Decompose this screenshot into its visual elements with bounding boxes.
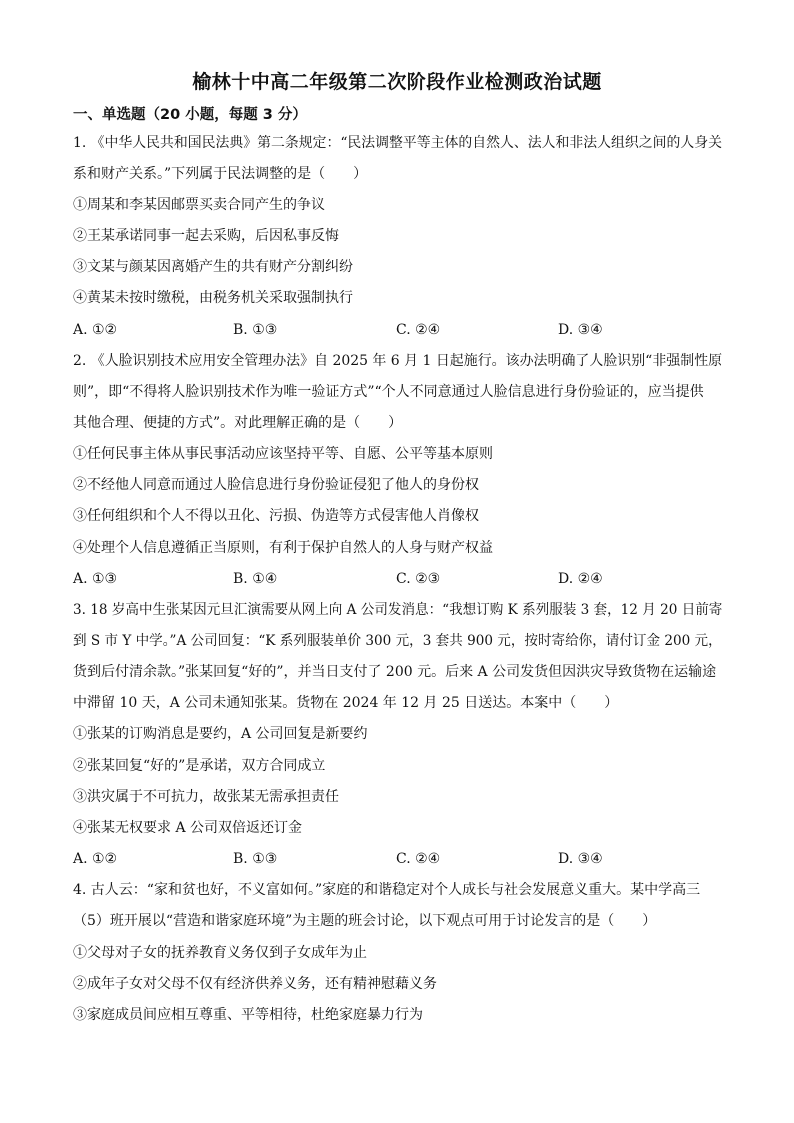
question-4-statement-2: ②成年子女对父母不仅有经济供养义务，还有精神慰藉义务	[73, 976, 437, 992]
question-2-option-a: A. ①③	[73, 571, 118, 587]
question-2-option-d: D. ②④	[558, 571, 603, 587]
question-2-statement-4: ④处理个人信息遵循正当原则，有利于保护自然人的人身与财产权益	[73, 540, 493, 556]
question-3-option-d: D. ③④	[558, 851, 603, 867]
question-1-option-b: B. ①③	[233, 322, 278, 338]
question-1-statement-1: ①周某和李某因邮票买卖合同产生的争议	[73, 197, 325, 213]
question-3-statement-2: ②张某回复“好的”是承诺，双方合同成立	[73, 758, 326, 774]
question-1-option-d: D. ③④	[558, 322, 603, 338]
section-heading: 一、单选题（20 小题，每题 3 分）	[73, 107, 307, 123]
question-1-statement-3: ③文某与颜某因离婚产生的共有财产分割纠纷	[73, 259, 353, 275]
question-2-statement-2: ②不经他人同意而通过人脸信息进行身份验证侵犯了他人的身份权	[73, 477, 479, 493]
question-3-line-3: 货到后付清余款。”张某回复“好的”，并当日支付了 200 元。后来 A 公司发货但因洪灾导致货物在运输途	[73, 664, 717, 680]
question-2-line-1: 2. 《人脸识别技术应用安全管理办法》自 2025 年 6 月 1 日起施行。该办法明确了人脸识别“非强制性原	[73, 353, 723, 369]
page-title: 榆林十中高二年级第二次阶段作业检测政治试题	[192, 71, 602, 93]
question-2-line-2: 则”，即“不得将人脸识别技术作为唯一验证方式”“个人不同意通过人脸信息进行身份验证的，应当提供	[73, 384, 704, 400]
question-4-statement-1: ①父母对子女的抚养教育义务仅到子女成年为止	[73, 945, 367, 961]
question-1-line-1: 1. 《中华人民共和国民法典》第二条规定：“民法调整平等主体的自然人、法人和非法人组织之间的人身关	[73, 135, 722, 151]
question-2-option-c: C. ②③	[396, 571, 441, 587]
question-1-option-c: C. ②④	[396, 322, 441, 338]
question-1-statement-2: ②王某承诺同事一起去采购，后因私事反悔	[73, 228, 339, 244]
question-3-line-4: 中滞留 10 天，A 公司未通知张某。货物在 2024 年 12 月 25 日送达。本案中（ ）	[73, 695, 619, 711]
question-1-option-a: A. ①②	[73, 322, 118, 338]
question-3-option-b: B. ①③	[233, 851, 278, 867]
question-2-statement-1: ①任何民事主体从事民事活动应该坚持平等、自愿、公平等基本原则	[73, 446, 493, 462]
question-3-option-a: A. ①②	[73, 851, 118, 867]
question-3-statement-3: ③洪灾属于不可抗力，故张某无需承担责任	[73, 789, 339, 805]
question-1-line-2: 系和财产关系。”下列属于民法调整的是（ ）	[73, 166, 368, 182]
question-1-statement-4: ④黄某未按时缴税，由税务机关采取强制执行	[73, 290, 353, 306]
question-3-statement-1: ①张某的订购消息是要约，A 公司回复是新要约	[73, 726, 368, 742]
question-4-line-1: 4. 古人云：“家和贫也好，不义富如何。”家庭的和谐稳定对个人成长与社会发展意义重大。某中学高三	[73, 882, 701, 898]
question-3-option-c: C. ②④	[396, 851, 441, 867]
question-3-statement-4: ④张某无权要求 A 公司双倍返还订金	[73, 820, 303, 836]
question-2-option-b: B. ①④	[233, 571, 278, 587]
question-3-line-2: 到 S 市 Y 中学。”A 公司回复：“K 系列服装单价 300 元，3 套共 900 元，按时寄给你，请付订金 200 元，	[73, 633, 722, 649]
question-2-line-3: 其他合理、便捷的方式”。对此理解正确的是（ ）	[73, 415, 403, 431]
question-4-statement-3: ③家庭成员间应相互尊重、平等相待，杜绝家庭暴力行为	[73, 1007, 423, 1023]
question-3-line-1: 3. 18 岁高中生张某因元旦汇演需要从网上向 A 公司发消息：“我想订购 K 系列服装 3 套，12 月 20 日前寄	[73, 602, 723, 618]
question-2-statement-3: ③任何组织和个人不得以丑化、污损、伪造等方式侵害他人肖像权	[73, 508, 479, 524]
question-4-line-2: （5）班开展以“营造和谐家庭环境”为主题的班会讨论，以下观点可用于讨论发言的是（ ）	[73, 913, 657, 929]
